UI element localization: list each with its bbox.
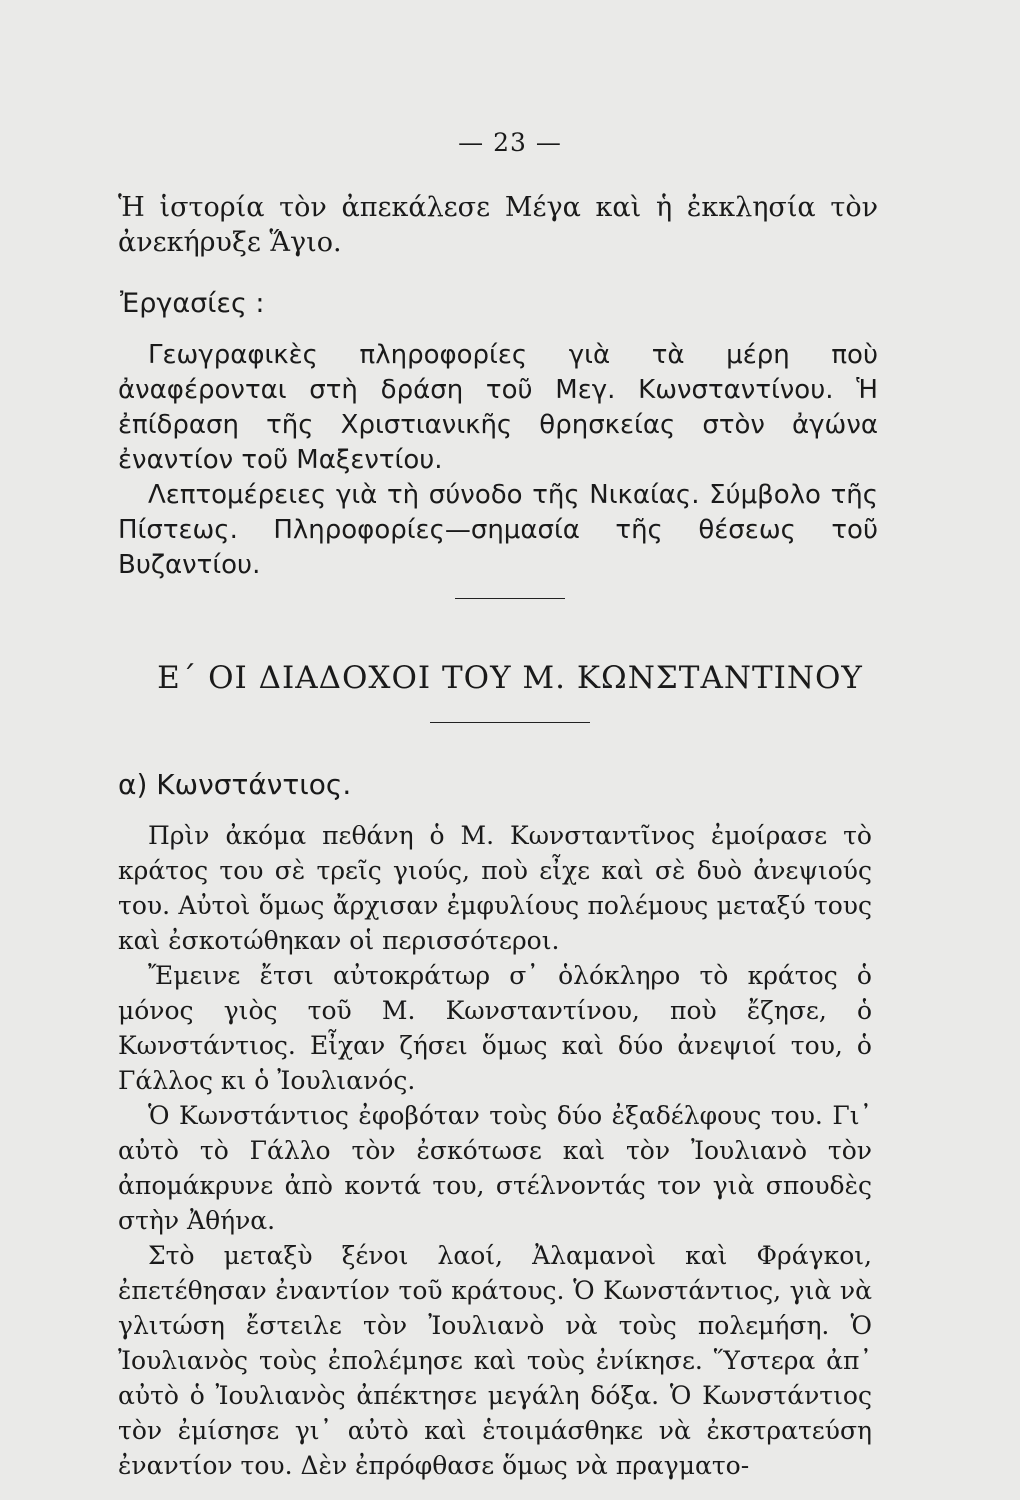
ergasies-paragraph-1: Γεωγραφικὲς πληροφορίες γιὰ τὰ μέρη ποὺ ἀναφέρονται στὴ δράση τοῦ Μεγ. Κωνσταντίνου. Ἡ ἐπίδραση τῆς Χριστιανικῆς θρησκείας στὸν ἀγώνα ἐναντίον τοῦ Μαξεντίου. [118, 340, 878, 475]
chapter-title: Ε΄ ΟΙ ΔΙΑΔΟΧΟΙ ΤΟΥ Μ. ΚΩΝΣΤΑΝΤΙΝΟΥ [157, 660, 863, 696]
ergasies-paragraph-2: Λεπτομέρειες γιὰ τὴ σύνοδο τῆς Νικαίας. Σύμβολο τῆς Πίστεως. Πληροφορίες—σημασία τῆς θέσεως τοῦ Βυζαντίου. [118, 480, 878, 580]
divider-bottom [430, 722, 590, 723]
opening-paragraph [118, 190, 878, 260]
body-paragraph-2: Ἔμεινε ἔτσι αὐτοκράτωρ σ᾿ ὁλόκληρο τὸ κράτος ὁ μόνος γιὸς τοῦ Μ. Κωνσταντίνου, ποὺ ἔζησε, ὁ Κωνστάντιος. Εἶχαν ζήσει ὅμως καὶ δύο ἀνεψιοί του, ὁ Γάλλος κι ὁ Ἰουλιανός. [118, 961, 872, 1095]
page-number: — 23 — [458, 128, 562, 157]
section-body [118, 818, 872, 1483]
body-paragraph-1: Πρὶν ἀκόμα πεθάνη ὁ Μ. Κωνσταντῖνος ἐμοίρασε τὸ κράτος του σὲ τρεῖς γιούς, ποὺ εἶχε καὶ σὲ δυὸ ἀνεψιούς του. Αὐτοὶ ὅμως ἄρχισαν ἐμφυλίους πολέμους μεταξύ τους καὶ ἐσκοτώθηκαν οἱ περισσότεροι. [118, 821, 872, 955]
section-heading: α) Κωνστάντιος. [118, 768, 352, 801]
ergasies-list [118, 338, 878, 583]
body-paragraph-3: Ὁ Κωνστάντιος ἐφοβόταν τοὺς δύο ἐξαδέλφους του. Γι᾿ αὐτὸ τὸ Γάλλο τὸν ἐσκότωσε καὶ τὸν Ἰουλιανὸ τὸν ἀπομάκρυνε ἀπὸ κοντά του, στέλνοντάς τον γιὰ σπουδὲς στὴν Ἀθήνα. [118, 1101, 872, 1235]
body-paragraph-4: Στὸ μεταξὺ ξένοι λαοί, Ἀλαμανοὶ καὶ Φράγκοι, ἐπετέθησαν ἐναντίον τοῦ κράτους. Ὁ Κωνστάντιος, γιὰ νὰ γλιτώση ἔστειλε τὸν Ἰουλιανὸ νὰ τοὺς πολεμήση. Ὁ Ἰουλιανὸς τοὺς ἐπολέμησε καὶ τοὺς ἐνίκησε. Ὕστερα ἀπ᾿ αὐτὸ ὁ Ἰουλιανὸς ἀπέκτησε μεγάλη δόξα. Ὁ Κωνστάντιος τὸν ἐμίσησε γι᾿ αὐτὸ καὶ ἑτοιμάσθηκε νὰ ἐκστρατεύση ἐναντίον του. Δὲν ἐπρόφθασε ὅμως νὰ πραγματο- [118, 1241, 872, 1480]
ergasies-heading: Ἐργασίες : [120, 288, 265, 319]
opening-text: Ἡ ἱστορία τὸν ἀπεκάλεσε Μέγα καὶ ἡ ἐκκλησία τὸν ἀνεκήρυξε Ἅγιο. [118, 192, 878, 258]
divider-top [455, 598, 565, 599]
